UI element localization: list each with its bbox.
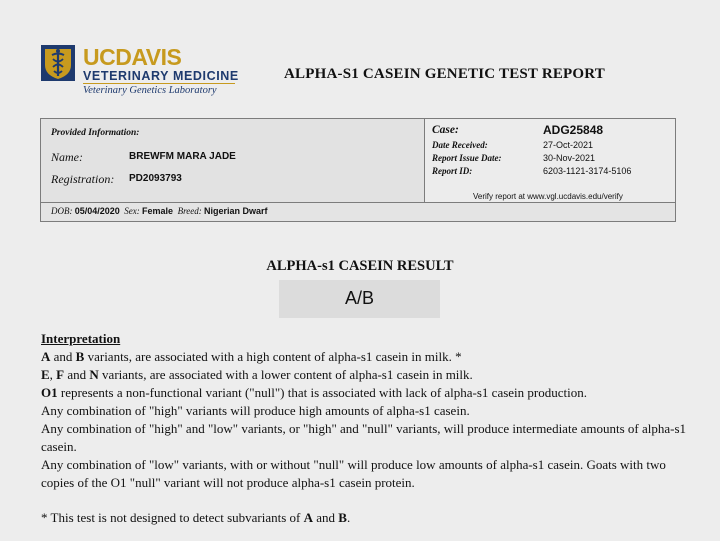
breed-label: Breed:: [177, 206, 202, 216]
logo-school: VETERINARY MEDICINE: [83, 69, 239, 83]
logo-divider: [83, 83, 235, 84]
interpretation-line-high: A and B variants, are associated with a high content of alpha-s1 casein in milk. *: [41, 349, 462, 364]
caduceus-shield-icon: [41, 45, 75, 81]
animal-info-row: [41, 202, 675, 221]
provided-info-panel: [41, 119, 425, 202]
sex-value: Female: [142, 206, 174, 216]
interpretation-line-low: E, F and N variants, are associated with a lower content of alpha-s1 casein in milk.: [41, 367, 473, 382]
interpretation-section: [41, 330, 691, 492]
breed-value: Nigerian Dwarf: [203, 206, 268, 216]
dob-value: 05/04/2020: [74, 206, 120, 216]
result-box: [279, 280, 440, 318]
animal-details: [51, 206, 268, 216]
dob-label: DOB:: [51, 206, 73, 216]
report-title: ALPHA-S1 CASEIN GENETIC TEST REPORT: [284, 66, 605, 82]
interpretation-line-combo-intermediate: Any combination of "high" and "low" variants, or "high" and "null" variants, will produce intermediate amounts of alpha-s1 casein.: [41, 421, 687, 454]
registration-value: PD2093793: [129, 173, 182, 184]
result-value: A/B: [344, 288, 374, 308]
provided-heading: Provided Information:: [51, 128, 140, 138]
report-id-label: Report ID:: [432, 166, 473, 176]
logo-lab-name: Veterinary Genetics Laboratory: [83, 85, 217, 96]
interpretation-line-combo-high: Any combination of "high" variants will produce high amounts of alpha-s1 casein.: [41, 403, 470, 418]
issue-date-label: Report Issue Date:: [432, 153, 502, 163]
date-received-label: Date Received:: [432, 140, 488, 150]
report-id-value: 6203-1121-3174-5106: [543, 166, 632, 176]
verify-link[interactable]: Verify report at www.vgl.ucdavis.edu/verify: [473, 192, 623, 201]
logo-brand: UCDAVIS: [83, 44, 182, 70]
registration-label: Registration:: [51, 172, 115, 186]
case-label: Case:: [432, 124, 459, 136]
sex-label: Sex:: [124, 206, 140, 216]
name-value: BREWFM MARA JADE: [129, 151, 236, 162]
issue-date-value: 30-Nov-2021: [543, 153, 596, 163]
interpretation-line-combo-low: Any combination of "low" variants, with or without "null" will produce low amounts of alpha-s1 casein. Goats with two copies of the O1 "null" variant will not produce alpha-s1 casein protein.: [41, 457, 666, 490]
interpretation-heading: Interpretation: [41, 331, 121, 346]
ucdavis-logo: [41, 45, 241, 100]
interpretation-line-null: O1 represents a non-functional variant ("null") that is associated with lack of alpha-s1 casein production.: [41, 385, 587, 400]
footnote: * This test is not designed to detect subvariants of A and B.: [41, 510, 351, 525]
date-received-value: 27-Oct-2021: [543, 140, 594, 150]
result-title: ALPHA-s1 CASEIN RESULT: [266, 258, 454, 274]
name-label: Name:: [51, 150, 83, 164]
case-value: ADG25848: [543, 123, 604, 137]
info-box: [40, 118, 676, 222]
